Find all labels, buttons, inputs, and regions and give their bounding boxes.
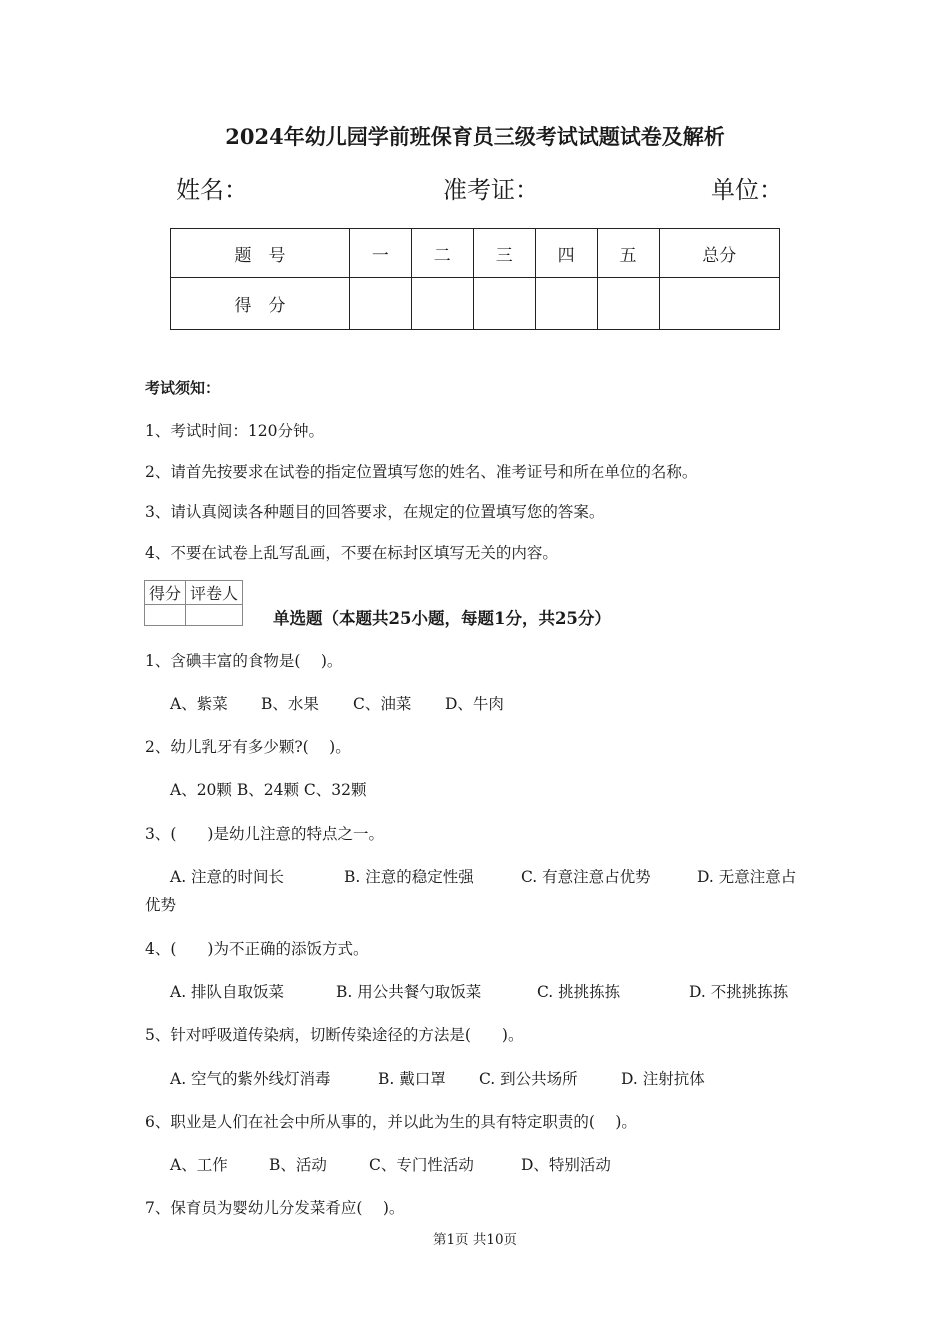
- score-cell[interactable]: [473, 278, 535, 330]
- answer-option: D、特别活动: [521, 1156, 611, 1174]
- grader-reviewer-label: 评卷人: [186, 581, 243, 605]
- score-table: [170, 228, 780, 330]
- answer-option: D. 注射抗体: [621, 1070, 705, 1088]
- grader-score-label: 得分: [145, 581, 186, 605]
- answer-option: B. 用公共餐勺取饭菜: [336, 983, 482, 1001]
- score-cell[interactable]: [411, 278, 473, 330]
- question-text: 3、( )是幼儿注意的特点之一。: [145, 825, 384, 843]
- score-cell[interactable]: [659, 278, 779, 330]
- grader-box: [144, 580, 243, 626]
- score-cell[interactable]: [597, 278, 659, 330]
- notice-item: 4、不要在试卷上乱写乱画，不要在标封区填写无关的内容。: [145, 544, 558, 562]
- score-header-cell: 四: [535, 229, 597, 278]
- answer-option: A. 空气的紫外线灯消毒: [170, 1070, 331, 1088]
- answer-option: C. 到公共场所: [479, 1070, 578, 1088]
- exam-number-field-label: 准考证：: [443, 176, 539, 204]
- document-title: 2024年幼儿园学前班保育员三级考试试题试卷及解析: [225, 124, 725, 149]
- grader-reviewer-cell[interactable]: [186, 605, 243, 626]
- question-text: 7、保育员为婴幼儿分发菜肴应( )。: [145, 1199, 405, 1217]
- score-header-cell: 题 号: [171, 229, 350, 278]
- score-table-score-row: [171, 278, 780, 330]
- score-header-cell: 一: [349, 229, 411, 278]
- answer-option: D. 不挑挑拣拣: [689, 983, 789, 1001]
- answer-option: B、水果: [261, 695, 319, 713]
- question-text: 1、含碘丰富的食物是( )。: [145, 652, 343, 670]
- answer-option: A. 排队自取饭菜: [170, 983, 285, 1001]
- section-title: 单选题（本题共25小题，每题1分，共25分）: [273, 609, 611, 628]
- page-footer: 第1页 共10页: [432, 1232, 518, 1248]
- score-cell[interactable]: [535, 278, 597, 330]
- answer-option: C、油菜: [353, 695, 412, 713]
- answer-option-wrap: 优势: [145, 896, 177, 914]
- question-text: 4、( )为不正确的添饭方式。: [145, 940, 369, 958]
- answer-option: A、工作: [170, 1156, 228, 1174]
- grader-score-cell[interactable]: [145, 605, 186, 626]
- score-header-cell: 总分: [659, 229, 779, 278]
- score-header-cell: 三: [473, 229, 535, 278]
- score-table-header-row: [171, 229, 780, 278]
- notice-item: 1、考试时间：120分钟。: [145, 422, 324, 440]
- score-header-cell: 二: [411, 229, 473, 278]
- score-cell[interactable]: [349, 278, 411, 330]
- notice-item: 3、请认真阅读各种题目的回答要求，在规定的位置填写您的答案。: [145, 503, 605, 521]
- question-text: 5、针对呼吸道传染病，切断传染途径的方法是( )。: [145, 1026, 524, 1044]
- notice-heading: 考试须知：: [145, 379, 221, 397]
- score-header-cell: 五: [597, 229, 659, 278]
- answer-option: B、活动: [269, 1156, 327, 1174]
- score-row-label: 得 分: [171, 278, 350, 330]
- question-text: 6、职业是人们在社会中所从事的，并以此为生的具有特定职责的( )。: [145, 1113, 637, 1131]
- answer-option: B. 注意的稳定性强: [344, 868, 474, 886]
- answer-option: A、紫菜: [170, 695, 228, 713]
- question-text: 2、幼儿乳牙有多少颗?( )。: [145, 738, 351, 756]
- answer-option: A、20颗 B、24颗 C、32颗: [170, 781, 367, 799]
- answer-option: D、牛肉: [445, 695, 504, 713]
- unit-field-label: 单位：: [711, 176, 783, 204]
- answer-option: C、专门性活动: [369, 1156, 474, 1174]
- answer-option: B. 戴口罩: [378, 1070, 446, 1088]
- notice-item: 2、请首先按要求在试卷的指定位置填写您的姓名、准考证号和所在单位的名称。: [145, 463, 698, 481]
- answer-option: D. 无意注意占: [697, 868, 797, 886]
- answer-option: C. 有意注意占优势: [521, 868, 651, 886]
- answer-option: C. 挑挑拣拣: [537, 983, 621, 1001]
- name-field-label: 姓名：: [176, 176, 248, 204]
- answer-option: A. 注意的时间长: [170, 868, 285, 886]
